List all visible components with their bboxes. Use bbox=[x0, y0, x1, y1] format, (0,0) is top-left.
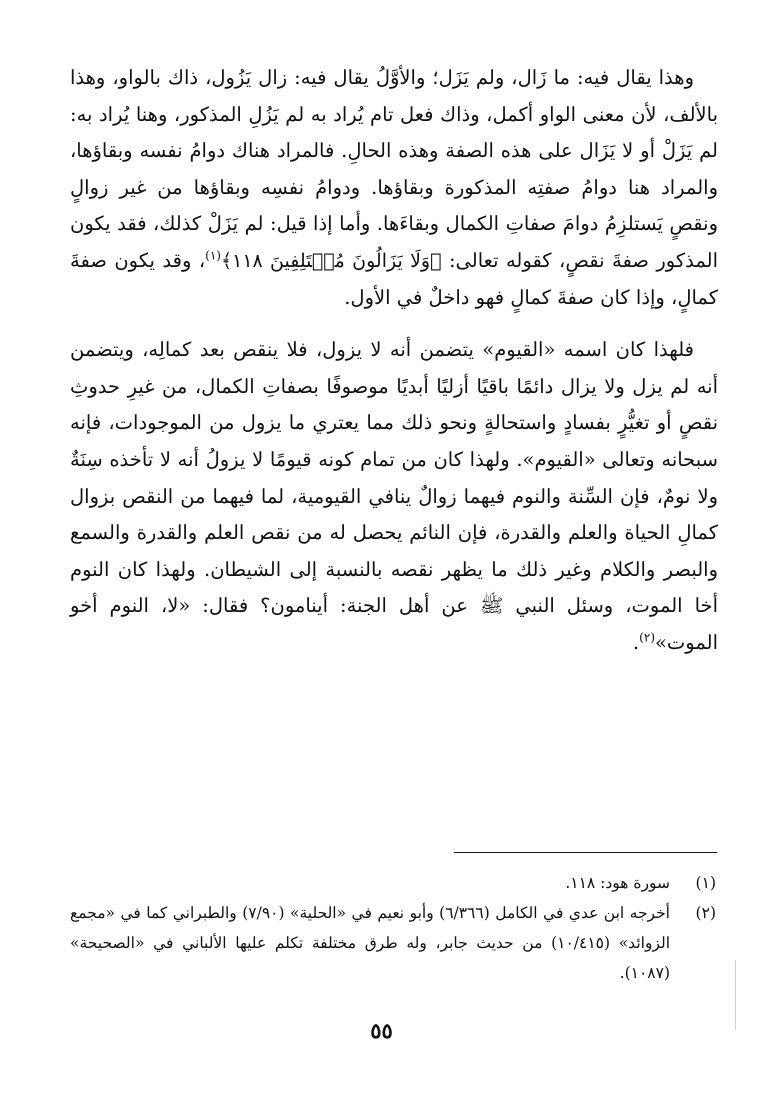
paragraph-1-text-a: وهذا يقال فيه: ما زَال، ولم يَزَل؛ والأوَّلُ يقال فيه: زال يَزُول، ذاك بالواو، وهذا بالألف، لأن معنى الواو أكمل، وذاك فعل تام يُراد به لم يَزُلِ المذكور، وهنا يُراد به: لم يَزَلْ أو لا يَزَال على هذه الصفة وهذه الحالِ. فالمراد هناك دوامُ نفسه وبقاؤها، والمراد هنا دوامُ صفتِه المذكورة وبقاؤها. ودوامُ نفسِه وبقاؤها من غير زوالٍ ونقصٍ يَستلزِمُ دوامَ صفاتِ الكمال وبقاءَها. وأما إذا قيل: لم يَزَلْ كذلك، فقد يكون المذكور صفةَ نقصٍ، كقوله تعالى: bbox=[70, 66, 718, 272]
footnote-ref-1: (١) bbox=[205, 248, 221, 263]
paragraph-2 bbox=[70, 332, 718, 661]
paragraph-2-text-a: فلهذا كان اسمه «القيوم» يتضمن أنه لا يزول، فلا ينقص بعد كمالِه، ويتضمن أنه لم يزل ولا يزال دائمًا باقيًا أزليًا أبديًا موصوفًا بصفاتِ الكمال، من غيرِ حدوثِ نقصٍ أو تغيُّرٍ بفسادٍ واستحالةٍ ونحو ذلك مما يعتري ما يزول من الموجودات، فإنه سبحانه وتعالى «القيوم». ولهذا كان من تمام كونه قيومًا لا يزولُ أنه لا تأخذه سِنَةٌ ولا نومٌ، فإن السِّنة والنوم فيهما زوالٌ ينافي القيومية، لما فيهما من النقص بزوال كمالِ الحياة والعلم والقدرة، فإن النائم يحصل له من نقص العلم والقدرة والسمع والبصر والكلام وغير ذلك ما يظهر نقصه بالنسبة إلى الشيطان. ولهذا كان النوم أخا الموت، وسئل النبي ﷺ عن أهل الجنة: أينامون؟ فقال: «لا، النوم أخو الموت» bbox=[70, 338, 718, 654]
footnote-1-text: سورة هود: ١١٨. bbox=[565, 874, 670, 892]
footnote-2-text: أخرجه ابن عدي في الكامل (٦/٣٦٦) وأبو نعيم في «الحلية» (٧/٩٠) والطبراني كما في «مجمع الزوائد» (١٠/٤١٥) من حديث جابر، وله طرق مختلفة تكلم عليها الألباني في «الصحيحة» (١٠٨٧). bbox=[70, 904, 671, 982]
quran-quote: ﴿وَلَا يَزَالُونَ مُخۡتَلِفِينَ ١١٨﴾ bbox=[220, 249, 442, 272]
paragraph-1 bbox=[70, 60, 718, 316]
footnote-1-number: (١) bbox=[695, 874, 716, 892]
footnote-1 bbox=[70, 868, 716, 898]
paragraph-1-text-b: ، وقد يكون صفةَ كمالٍ، وإذا كان صفةَ كمالٍ فهو داخلٌ في الأول. bbox=[70, 248, 718, 309]
footnote-separator bbox=[454, 852, 717, 853]
paragraph-2-text-b: . bbox=[632, 630, 640, 654]
footnote-ref-2: (٢) bbox=[639, 630, 655, 645]
footnote-2-number: (٢) bbox=[695, 904, 716, 922]
main-text bbox=[70, 60, 718, 662]
page-number: ٥٥ bbox=[370, 1018, 393, 1043]
footnote-2 bbox=[70, 898, 716, 988]
scan-edge-mark bbox=[735, 960, 736, 1030]
footnotes bbox=[70, 868, 716, 988]
